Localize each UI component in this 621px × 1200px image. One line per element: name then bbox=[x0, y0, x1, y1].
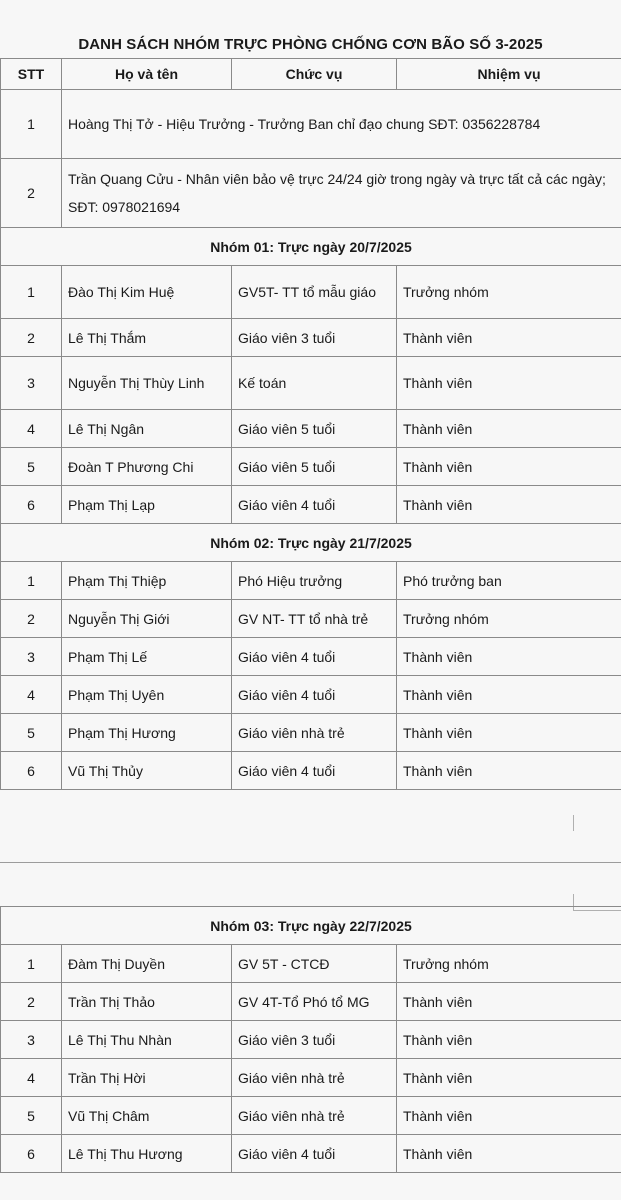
row-name: Đoàn T Phương Chi bbox=[62, 448, 232, 486]
row-stt: 2 bbox=[1, 319, 62, 357]
row-role: Giáo viên 4 tuổi bbox=[232, 1135, 397, 1173]
table-row bbox=[1, 319, 621, 357]
row-role: Kế toán bbox=[232, 357, 397, 410]
row-duty: Thành viên bbox=[397, 676, 621, 714]
table-row bbox=[1, 1097, 621, 1135]
document-title: DANH SÁCH NHÓM TRỰC PHÒNG CHỐNG CƠN BÃO SỐ 3-2025 bbox=[78, 36, 543, 53]
group-title: Nhóm 01: Trực ngày 20/7/2025 bbox=[1, 228, 621, 266]
row-stt: 6 bbox=[1, 1135, 62, 1173]
row-name: Phạm Thị Thiệp bbox=[62, 562, 232, 600]
table-row bbox=[1, 410, 621, 448]
row-duty: Thành viên bbox=[397, 714, 621, 752]
table-row bbox=[1, 676, 621, 714]
row-name: Vũ Thị Châm bbox=[62, 1097, 232, 1135]
row-stt: 1 bbox=[1, 266, 62, 319]
row-role: GV 4T-Tổ Phó tổ MG bbox=[232, 983, 397, 1021]
row-duty: Thành viên bbox=[397, 486, 621, 524]
row-role: Giáo viên nhà trẻ bbox=[232, 1097, 397, 1135]
row-name: Phạm Thị Hương bbox=[62, 714, 232, 752]
row-duty: Trưởng nhóm bbox=[397, 945, 621, 983]
table-row bbox=[1, 1135, 621, 1173]
row-duty: Thành viên bbox=[397, 1059, 621, 1097]
leader-stt: 2 bbox=[1, 159, 62, 228]
row-name: Đào Thị Kim Huệ bbox=[62, 266, 232, 319]
row-role: Giáo viên 4 tuổi bbox=[232, 638, 397, 676]
leader-row bbox=[1, 90, 621, 159]
row-stt: 1 bbox=[1, 562, 62, 600]
row-duty: Thành viên bbox=[397, 983, 621, 1021]
row-role: GV 5T - CTCĐ bbox=[232, 945, 397, 983]
row-role: Giáo viên 5 tuổi bbox=[232, 448, 397, 486]
row-duty: Phó trưởng ban bbox=[397, 562, 621, 600]
row-stt: 2 bbox=[1, 983, 62, 1021]
header-stt: STT bbox=[1, 59, 62, 90]
row-name: Trần Thị Hời bbox=[62, 1059, 232, 1097]
row-role: GV NT- TT tổ nhà trẻ bbox=[232, 600, 397, 638]
row-stt: 6 bbox=[1, 486, 62, 524]
row-name: Nguyễn Thị Thùy Linh bbox=[62, 357, 232, 410]
row-duty: Trưởng nhóm bbox=[397, 600, 621, 638]
row-stt: 2 bbox=[1, 600, 62, 638]
row-duty: Thành viên bbox=[397, 1135, 621, 1173]
group-title: Nhóm 03: Trực ngày 22/7/2025 bbox=[1, 907, 621, 945]
row-role: Giáo viên 3 tuổi bbox=[232, 319, 397, 357]
row-duty: Thành viên bbox=[397, 752, 621, 790]
row-role: Giáo viên 4 tuổi bbox=[232, 486, 397, 524]
row-stt: 5 bbox=[1, 448, 62, 486]
row-name: Lê Thị Thu Hương bbox=[62, 1135, 232, 1173]
leader-row bbox=[1, 159, 621, 228]
row-stt: 4 bbox=[1, 1059, 62, 1097]
table-row bbox=[1, 486, 621, 524]
table-row bbox=[1, 448, 621, 486]
table-row bbox=[1, 266, 621, 319]
row-role: Giáo viên 4 tuổi bbox=[232, 752, 397, 790]
page-mark bbox=[573, 815, 574, 831]
table-header-row bbox=[1, 59, 621, 90]
group-title-row bbox=[1, 228, 621, 266]
table-row bbox=[1, 983, 621, 1021]
row-name: Phạm Thị Lạp bbox=[62, 486, 232, 524]
leader-stt: 1 bbox=[1, 90, 62, 159]
row-stt: 3 bbox=[1, 1021, 62, 1059]
row-duty: Thành viên bbox=[397, 1021, 621, 1059]
row-duty: Thành viên bbox=[397, 357, 621, 410]
row-role: GV5T- TT tổ mẫu giáo bbox=[232, 266, 397, 319]
table-row bbox=[1, 600, 621, 638]
duty-table-page-2 bbox=[0, 906, 621, 1173]
row-name: Lê Thị Thắm bbox=[62, 319, 232, 357]
row-name: Phạm Thị Lế bbox=[62, 638, 232, 676]
row-stt: 4 bbox=[1, 676, 62, 714]
row-role: Phó Hiệu trưởng bbox=[232, 562, 397, 600]
row-stt: 4 bbox=[1, 410, 62, 448]
row-name: Nguyễn Thị Giới bbox=[62, 600, 232, 638]
row-name: Lê Thị Ngân bbox=[62, 410, 232, 448]
row-stt: 6 bbox=[1, 752, 62, 790]
row-name: Trần Thị Thảo bbox=[62, 983, 232, 1021]
row-role: Giáo viên 4 tuổi bbox=[232, 676, 397, 714]
row-role: Giáo viên 5 tuổi bbox=[232, 410, 397, 448]
group-title-row bbox=[1, 524, 621, 562]
row-role: Giáo viên 3 tuổi bbox=[232, 1021, 397, 1059]
row-role: Giáo viên nhà trẻ bbox=[232, 714, 397, 752]
row-stt: 3 bbox=[1, 357, 62, 410]
table-row bbox=[1, 752, 621, 790]
row-duty: Thành viên bbox=[397, 1097, 621, 1135]
table-row bbox=[1, 562, 621, 600]
table-row bbox=[1, 357, 621, 410]
table-row bbox=[1, 1059, 621, 1097]
row-duty: Trưởng nhóm bbox=[397, 266, 621, 319]
row-stt: 5 bbox=[1, 1097, 62, 1135]
table-row bbox=[1, 714, 621, 752]
table-row bbox=[1, 638, 621, 676]
header-role: Chức vụ bbox=[232, 59, 397, 90]
row-role: Giáo viên nhà trẻ bbox=[232, 1059, 397, 1097]
duty-table bbox=[0, 58, 621, 790]
row-stt: 3 bbox=[1, 638, 62, 676]
row-name: Lê Thị Thu Nhàn bbox=[62, 1021, 232, 1059]
row-duty: Thành viên bbox=[397, 410, 621, 448]
row-name: Vũ Thị Thủy bbox=[62, 752, 232, 790]
row-name: Đàm Thị Duyền bbox=[62, 945, 232, 983]
header-name: Họ và tên bbox=[62, 59, 232, 90]
table-row bbox=[1, 945, 621, 983]
header-duty: Nhiệm vụ bbox=[397, 59, 621, 90]
page-break-line bbox=[0, 862, 621, 863]
row-stt: 5 bbox=[1, 714, 62, 752]
row-stt: 1 bbox=[1, 945, 62, 983]
leader-text: Trần Quang Cửu - Nhân viên bảo vệ trực 24/24 giờ trong ngày và trực tất cả các ngày; SĐT: 0978021694 bbox=[62, 159, 621, 228]
leader-text: Hoàng Thị Tở - Hiệu Trưởng - Trưởng Ban chỉ đạo chung SĐT: 0356228784 bbox=[62, 90, 621, 159]
row-duty: Thành viên bbox=[397, 448, 621, 486]
row-duty: Thành viên bbox=[397, 638, 621, 676]
group-title-row bbox=[1, 907, 621, 945]
row-name: Phạm Thị Uyên bbox=[62, 676, 232, 714]
group-title: Nhóm 02: Trực ngày 21/7/2025 bbox=[1, 524, 621, 562]
table-row bbox=[1, 1021, 621, 1059]
row-duty: Thành viên bbox=[397, 319, 621, 357]
